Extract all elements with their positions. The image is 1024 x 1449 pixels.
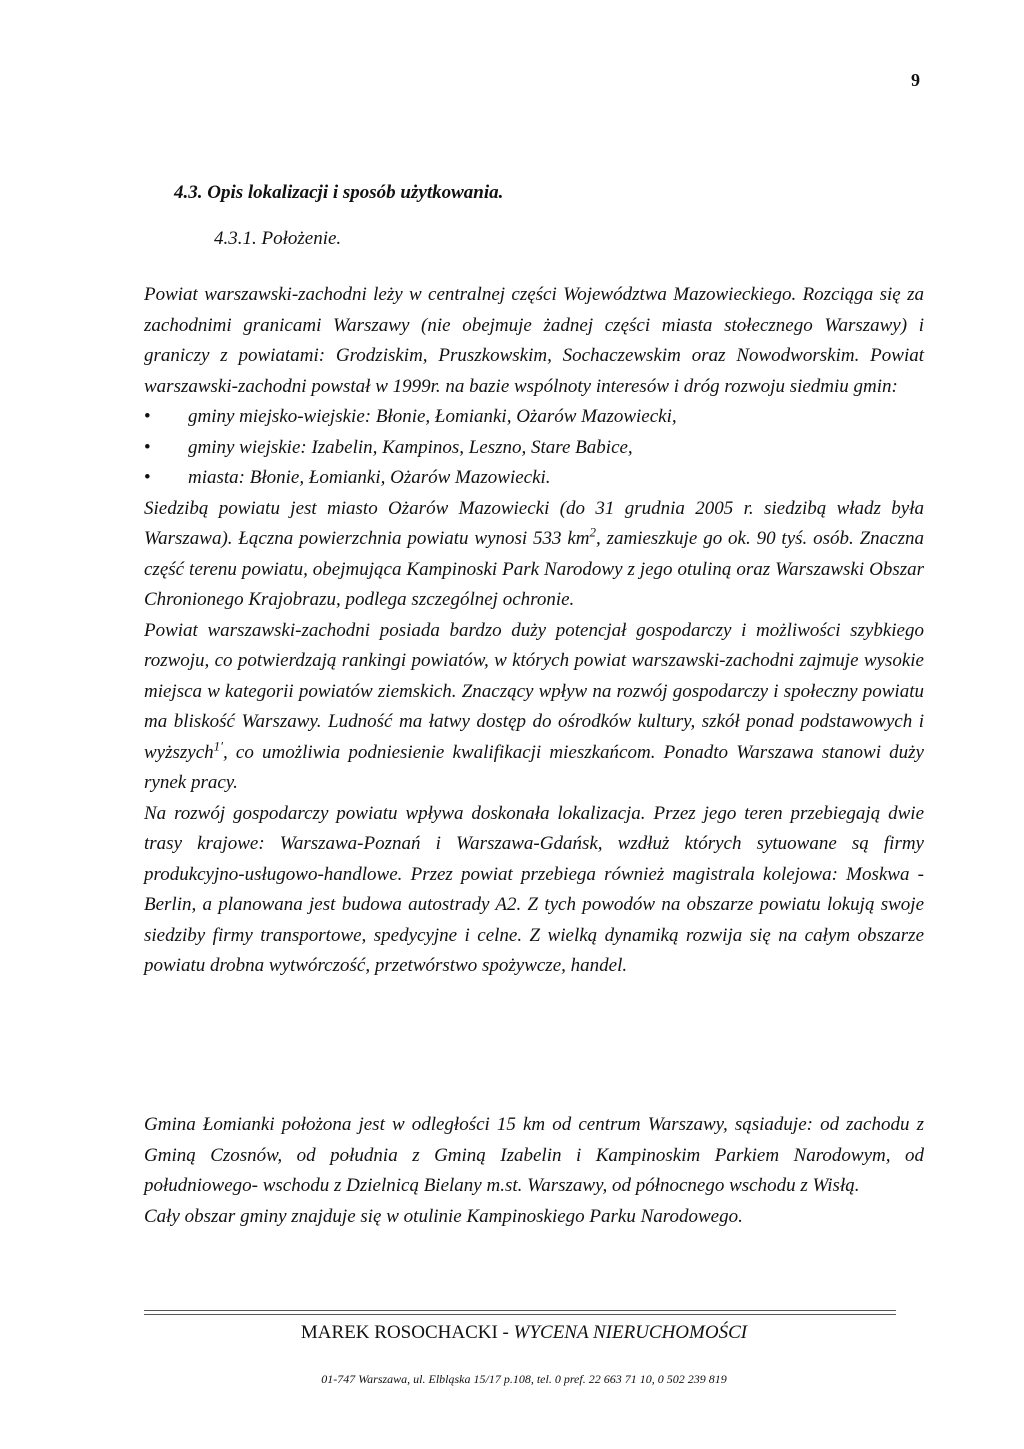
paragraph-lomianki: Gmina Łomianki położona jest w odległości 15 km od centrum Warszawy, sąsiaduje: od zachodu z Gminą Czosnów, od południa z Gminą Izabelin i Kampinoskim Parkiem Narodowym, od południowego- wschodu z Dzielnicą Bielany m.st. Warszawy, od północnego wschodu z Wisłą. — [144, 1114, 924, 1196]
paragraph-transport: Na rozwój gospodarczy powiatu wpływa doskonała lokalizacja. Przez jego teren przebiegają dwie trasy krajowe: Warszawa-Poznań i Warszawa-Gdańsk, wzdłuż których sytuowane są firmy produkcyjno-usługowo-handlowe. Przez powiat przebiega również magistrala kolejowa: Moskwa - Berlin, a planowana jest budowa autostrady A2. Z tych powodów na obszarze powiatu lokują swoje siedziby firmy transportowe, spedycyjne i celne. Z wielką dynamiką rozwija się na całym obszarze powiatu drobna wytwórczość, przetwórstwo spożywcze, handel. — [144, 802, 924, 976]
paragraph-economy-text: Powiat warszawski-zachodni posiada bardzo duży potencjał gospodarczy i możliwości szybkiego rozwoju, co potwierdzają rankingi powiatów, w których powiat warszawski-zachodni zajmuje wysokie miejsca w kategorii powiatów ziemskich. Znaczący wpływ na rozwój gospodarczy i społeczny powiatu ma bliskość Warszawy. Ludność ma łatwy dostęp do ośrodków kultury, szkół ponad podstawowych i wyższych — [144, 619, 924, 763]
subsection-heading: 4.3.1. Położenie. — [214, 228, 342, 249]
footer-divider — [144, 1310, 896, 1315]
paragraph-economy — [144, 616, 924, 799]
paragraph-seat — [144, 494, 924, 616]
body-text-main — [144, 280, 924, 982]
footer-title: WYCENA NIERUCHOMOŚCI — [513, 1322, 748, 1343]
list-item: • gminy miejsko-wiejskie: Błonie, Łomianki, Ożarów Mazowiecki, — [144, 402, 924, 433]
paragraph-location: Powiat warszawski-zachodni leży w centralnej części Województwa Mazowieckiego. Rozciąga się za zachodnimi granicami Warszawy (nie obejmuje żadnej części miasta stołecznego Warszawy) i graniczy z powiatami: Grodziskim, Pruszkowskim, Sochaczewskim oraz Nowodworskim. Powiat warszawski-zachodni powstał w 1999r. na bazie wspólnoty interesów i dróg rozwoju siedmiu gmin: — [144, 284, 924, 397]
paragraph-buffer-zone: Cały obszar gminy znajduje się w otulinie Kampinoskiego Parku Narodowego. — [144, 1205, 743, 1227]
section-heading: 4.3. Opis lokalizacji i sposób użytkowania. — [174, 182, 504, 203]
footnote-marker: 1' — [213, 738, 223, 754]
paragraph-seat-text: Siedzibą powiatu jest miasto Ożarów Mazowiecki (do 31 grudnia 2005 r. siedzibą władz była Warszawa). Łączna powierzchnia powiatu wynosi 533 km — [144, 497, 924, 549]
list-item: • gminy wiejskie: Izabelin, Kampinos, Leszno, Stare Babice, — [144, 433, 924, 464]
footer-company — [144, 1322, 904, 1344]
municipalities-list — [144, 402, 924, 494]
footer-name: MAREK ROSOCHACKI - — [300, 1322, 514, 1343]
footer-address: 01-747 Warszawa, ul. Elbląska 15/17 p.108, tel. 0 pref. 22 663 71 10, 0 502 239 819 — [321, 1372, 727, 1386]
body-text-lomianki — [144, 1110, 924, 1232]
list-item: • miasta: Błonie, Łomianki, Ożarów Mazowiecki. — [144, 463, 924, 494]
superscript-2: 2 — [589, 524, 597, 540]
page-number: 9 — [911, 70, 920, 90]
paragraph-economy-text-cont: , co umożliwia podniesienie kwalifikacji mieszkańcom. Ponadto Warszawa stanowi duży rynek pracy. — [144, 741, 924, 793]
paragraph-seat-text-cont: , zamieszkuje go ok. 90 tyś. osób. Znaczna część terenu powiatu, obejmująca Kampinoski Park Narodowy z jego otuliną oraz Warszawski Obszar Chronionego Krajobrazu, podlega szczególnej ochronie. — [144, 528, 924, 610]
